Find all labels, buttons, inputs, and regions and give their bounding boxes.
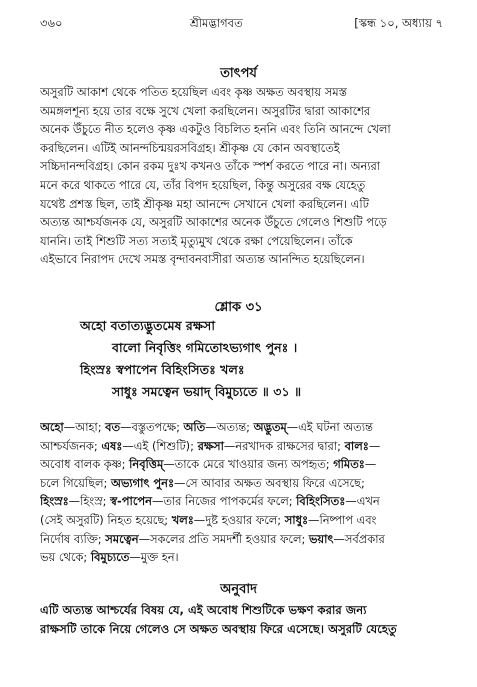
- term-meaning: —: [364, 457, 377, 472]
- term-meaning: —তার নিজের পাপকর্মের ফলে;: [151, 494, 297, 509]
- term-meaning: —মুক্ত হন।: [129, 550, 179, 565]
- synonym-line: [40, 492, 443, 511]
- sanskrit-term: এষঃ: [101, 438, 123, 453]
- running-header: [40, 15, 443, 33]
- text-line: অত্যন্ত আশ্চর্যজনক যে, অসুরটি আকাশের অনেক উঁচুতে গেলেও শিশুটি পড়ে: [40, 215, 387, 230]
- text-line: মনে করে থাকতে পারে যে, তাঁর বিপদ হয়েছিল, কিন্তু অসুরের বক্ষ যেহেতু: [40, 177, 366, 192]
- text-line: সচ্চিদানন্দবিগ্রহ। কোন রকম দুঃখ কখনও তাঁকে স্পর্শ করতে পারে না। অন্যরা: [40, 159, 381, 174]
- text-line: যাননি। তাই শিশুটি সত্য সত্যই মৃত্যুমুখ থেকে রক্ষা পেয়েছিলেন। তাঁকে: [40, 233, 353, 248]
- synonym-line: [40, 455, 443, 474]
- sanskrit-term: খলঃ: [171, 512, 194, 527]
- text-line: অনেক উঁচুতে নীত হলেও কৃষ্ণ একটুও বিচলিত হননি এবং তিনি আনন্দে খেলা: [40, 122, 391, 137]
- sanskrit-term: অতি: [183, 420, 206, 434]
- term-meaning: —হিংস্র;: [68, 494, 111, 509]
- term-meaning: —অত্যন্ত;: [205, 420, 254, 434]
- verse-line: বালো নিবৃত্তিং গমিতোঽভ্যগাৎ পুনঃ ।: [112, 340, 298, 355]
- translation-heading: অনুবাদ: [220, 582, 257, 597]
- text-line: রাক্ষসটি তাকে নিয়ে গেলেও সে অক্ষত অবস্থায় ফিরে এসেছে। অসুরটি যেহেতু: [40, 621, 397, 636]
- term-meaning: (সেই অসুরটি) নিহত হয়েছে;: [40, 512, 172, 527]
- sanskrit-term: বত: [105, 420, 121, 434]
- sanskrit-term: সমত্বেন: [105, 531, 139, 546]
- verse-line: অহো বতাত্যদ্ভুতমেষ রক্ষসা: [80, 318, 216, 333]
- term-meaning: —আহা;: [63, 420, 106, 434]
- term-meaning: আশ্চর্যজনক;: [40, 438, 102, 453]
- synonym-line: [40, 511, 443, 530]
- term-meaning: —তাকে মেরে খাওয়ার জন্য অপহৃত;: [163, 457, 334, 472]
- synonym-line: [40, 418, 443, 437]
- sanskrit-term: বালঃ: [344, 438, 369, 453]
- translation-text: [40, 601, 443, 638]
- term-meaning: —এই ঘটনা অত্যন্ত: [286, 420, 373, 434]
- sanskrit-term: সাধুঃ: [284, 512, 309, 527]
- term-meaning: —এখন: [345, 494, 380, 509]
- text-line: এটি অত্যন্ত আশ্চর্যের বিষয় যে, এই অবোধ শিশুটিকে ভক্ষণ করার জন্য: [40, 603, 367, 617]
- sanskrit-term: ভয়াৎ: [308, 531, 334, 546]
- sanskrit-term: হিংস্রঃ: [40, 494, 69, 509]
- text-line: অমঙ্গলশূন্য হয়ে তার বক্ষে সুখে খেলা করছিলেন। অসুরটির দ্বারা আকাশের: [40, 103, 371, 118]
- text-line: অসুরটি আকাশ থেকে পতিত হয়েছিল এবং কৃষ্ণ অক্ষত অবস্থায় সমস্ত: [40, 85, 347, 99]
- verse-line: হিংস্রঃ স্বপাপেন বিহিংসিতঃ খলঃ: [80, 362, 245, 377]
- term-meaning: ভয় থেকে;: [40, 550, 91, 565]
- term-meaning: —নিষ্পাপ এবং: [308, 512, 377, 527]
- synonym-line: [40, 437, 443, 456]
- term-meaning: —: [368, 438, 381, 453]
- term-meaning: অবোধ বালক কৃষ্ণ;: [40, 457, 130, 472]
- term-meaning: —সকলের প্রতি সমদর্শী হওয়ার ফলে;: [138, 531, 309, 546]
- sanskrit-term: নিবৃত্তিম্: [129, 457, 164, 472]
- sanskrit-term: অভ্যগাৎ পুনঃ: [110, 475, 175, 490]
- term-meaning: চলে গিয়েছিল;: [40, 475, 111, 490]
- page-number: ৩৬০: [40, 16, 63, 30]
- synonym-line: [40, 548, 443, 567]
- text-line: করছিলেন। এটিই আনন্দচিন্ময়রসবিগ্রহ। শ্রীকৃষ্ণ যে কোন অবস্থাতেই: [40, 140, 340, 155]
- verse-heading: শ্লোক ৩১: [214, 300, 263, 315]
- term-meaning: —সে আবার অক্ষত অবস্থায় ফিরে এসেছে;: [174, 475, 365, 490]
- word-for-word-synonyms: [40, 418, 443, 567]
- term-meaning: —নরখাদক রাক্ষসের দ্বারা;: [223, 438, 345, 453]
- chapter-reference: [স্কন্ধ ১০, অধ্যায় ৭: [354, 16, 443, 30]
- book-title: শ্রীমদ্ভাগবত: [190, 16, 243, 30]
- term-meaning: —বস্তুতপক্ষে;: [120, 420, 184, 434]
- term-meaning: নির্দোষ ব্যক্তি;: [40, 531, 106, 546]
- text-line: যথেষ্ট প্রশস্ত ছিল, তাই শ্রীকৃষ্ণ মহা আনন্দে সেখানে খেলা করছিলেন। এটি: [40, 196, 369, 211]
- sanskrit-term: অহো: [40, 420, 64, 434]
- term-meaning: —দুষ্ট হওয়ার ফলে;: [193, 512, 285, 527]
- sanskrit-term: গমিতঃ: [333, 457, 365, 472]
- purport-heading: তাৎপর্য: [220, 66, 257, 81]
- synonym-line: [40, 530, 443, 549]
- synonym-line: [40, 474, 443, 493]
- sanskrit-term: অদ্ভুতম্: [253, 420, 287, 434]
- term-meaning: —সর্বপ্রকার: [333, 531, 385, 546]
- term-meaning: —এই (শিশুটি);: [122, 438, 198, 453]
- sanskrit-term: রক্ষসা: [197, 438, 224, 453]
- sanskrit-term: বিহিংসিতঃ: [296, 494, 346, 509]
- sanskrit-term: বিমুচ্যতে: [90, 550, 130, 565]
- purport-text: [40, 83, 443, 269]
- text-line: এইভাবে নিরাপদ দেখে সমস্ত বৃন্দাবনবাসীরা অত্যন্ত আনন্দিত হয়েছিলেন।: [40, 252, 365, 267]
- verse-line: সাধুঃ সমত্বেন ভয়াদ্ বিমুচ্যতে ॥ ৩১ ॥: [112, 384, 302, 399]
- sanskrit-term: স্ব-পাপেন: [110, 494, 152, 509]
